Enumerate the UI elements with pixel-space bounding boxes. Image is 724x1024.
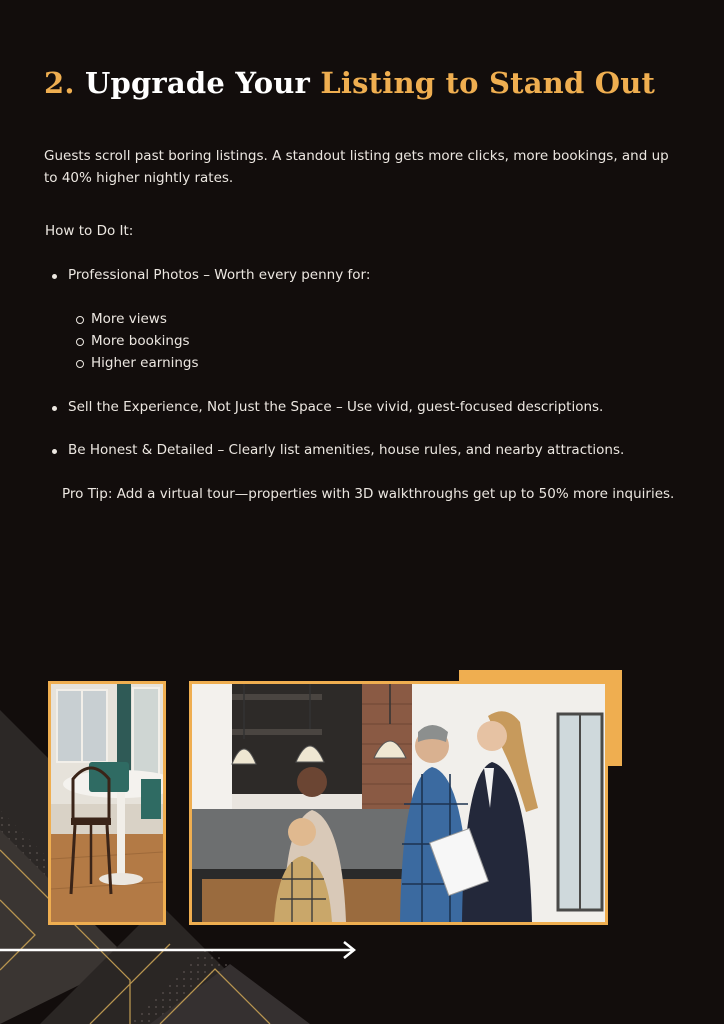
sub-bullet-higher-earnings: Higher earnings: [91, 355, 199, 371]
how-to-label: How to Do It:: [45, 223, 134, 239]
dining-room-photo: [48, 681, 166, 925]
intro-paragraph: Guests scroll past boring listings. A standout listing gets more clicks, more bookings, and up to 40% higher nightly rates.: [44, 148, 669, 186]
pro-tip: Pro Tip: Add a virtual tour—properties with 3D walkthroughs get up to 50% more inquiries.: [62, 486, 675, 502]
family-house-viewing-photo: [189, 681, 608, 925]
sub-bullet-more-bookings: More bookings: [91, 333, 190, 349]
page-title: [44, 66, 655, 100]
sub-bullet-more-views: More views: [91, 311, 167, 327]
bullet-honest-detailed: Be Honest & Detailed – Clearly list amenities, house rules, and nearby attractions.: [68, 442, 625, 458]
title-white: Upgrade Your: [84, 66, 311, 100]
section-number: 2.: [44, 66, 75, 100]
title-accent: Listing to Stand Out: [320, 66, 656, 100]
bullet-sell-experience: Sell the Experience, Not Just the Space – Use vivid, guest-focused descriptions.: [68, 399, 604, 415]
bullet-professional-photos: Professional Photos – Worth every penny for:: [68, 267, 371, 283]
